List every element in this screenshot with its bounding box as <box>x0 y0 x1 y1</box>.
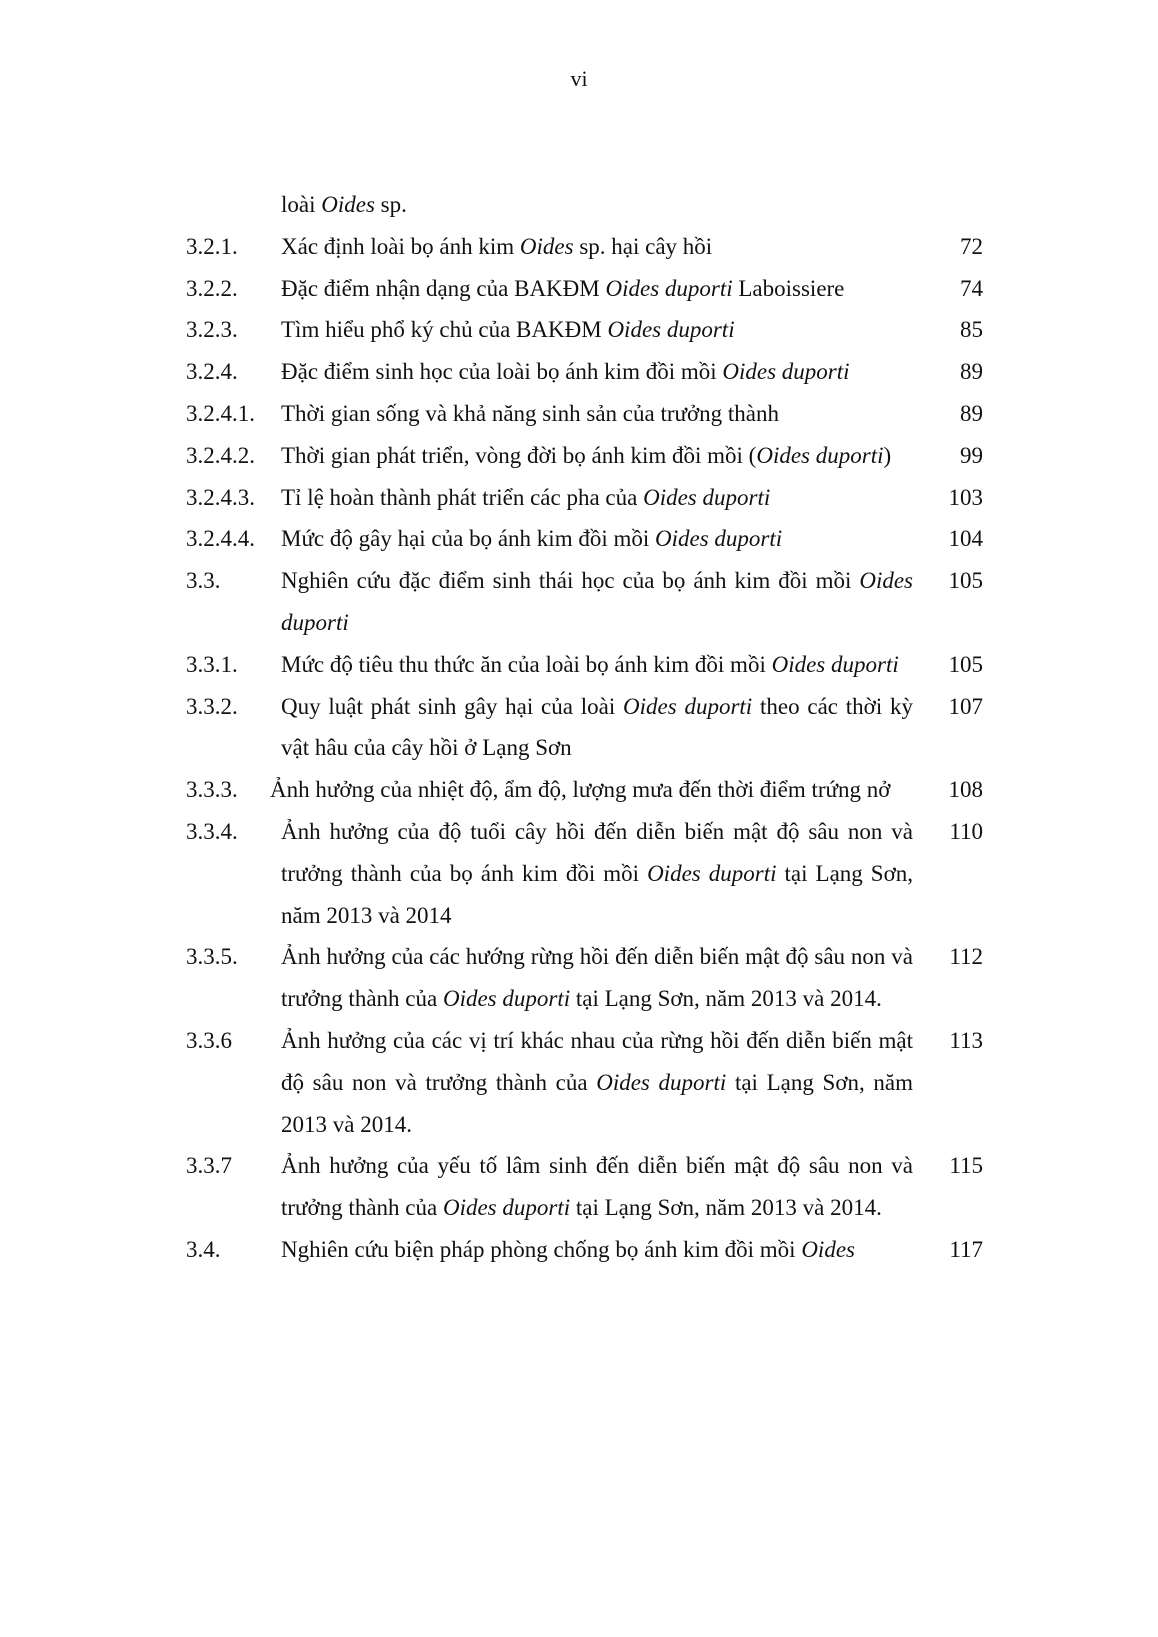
toc-entry-title <box>281 268 913 310</box>
toc-entry <box>0 1020 1158 1145</box>
toc-entry-page: 72 <box>960 233 983 259</box>
toc-entry-page: 74 <box>960 275 983 301</box>
toc-entry-title <box>281 686 913 770</box>
toc-entry-title-italic: Oides <box>321 192 375 217</box>
toc-entry-title-text: Xác định loài bọ ánh kim <box>281 233 520 259</box>
toc-entry-number: 3.2.3. <box>186 317 238 343</box>
toc-entry-title-italic: Oides duporti <box>655 526 783 552</box>
toc-entry-title-text: Đặc điểm sinh học của loài bọ ánh kim đồi mồi <box>281 359 723 385</box>
toc-entry-number: 3.2.4.3. <box>186 484 255 510</box>
toc-entry <box>0 435 1158 477</box>
toc-entry-page: 108 <box>948 777 983 803</box>
toc-entry <box>0 477 1158 519</box>
toc-entry-number: 3.3.6 <box>186 1027 232 1053</box>
toc-entry-title-text: sp. <box>374 192 407 217</box>
toc-entry-title-text: Laboissiere <box>732 275 845 301</box>
toc-entry <box>0 1145 1158 1229</box>
toc-entry-page: 107 <box>948 693 983 719</box>
toc-entry-page: 85 <box>960 317 983 343</box>
toc-entry-title-text: Nghiên cứu đặc điểm sinh thái học của bọ ánh kim đồi mồi <box>281 568 860 594</box>
toc-entry-number: 3.2.4.1. <box>186 400 255 426</box>
toc-entry-page: 115 <box>949 1153 983 1179</box>
toc-entry-number: 3.3.5. <box>186 944 238 970</box>
toc-entry-title <box>281 309 913 351</box>
toc-entry-title-text: Nghiên cứu biện pháp phòng chống bọ ánh kim đồi mồi <box>281 1236 802 1262</box>
toc-entry-number: 3.3.1. <box>186 651 238 677</box>
toc-entry-title-italic: Oides duporti <box>771 651 899 677</box>
toc-entry-title-italic: Oides duporti <box>442 986 571 1012</box>
toc-entry <box>0 184 1158 226</box>
toc-entry-title-italic: Oides duporti <box>442 1195 571 1221</box>
toc-entry <box>0 393 1158 435</box>
toc-entry-title <box>281 644 913 686</box>
toc-entry <box>0 309 1158 351</box>
toc-entry-title-text: tại Lạng Sơn, năm 2013 và 2014. <box>570 986 882 1012</box>
toc-entry-title-italic: Oides <box>519 233 574 259</box>
toc-entry-title-text: theo các thời kỳ vật hâu của cây hồi ở Lạng Sơn <box>281 693 914 761</box>
toc-entry-page: 113 <box>949 1027 983 1053</box>
toc-entry-title-italic: Oides <box>801 1236 855 1262</box>
toc-entry-title-text: tại Lạng Sơn, năm 2013 và 2014. <box>570 1195 882 1221</box>
toc-entry <box>0 268 1158 310</box>
toc-entry-title-italic: Oides duporti <box>647 860 777 886</box>
toc-entry-title <box>281 811 913 936</box>
toc-entry-page: 117 <box>949 1236 983 1262</box>
toc-entry-title-italic: Oides duporti <box>605 275 733 301</box>
page-number: vi <box>570 66 588 91</box>
toc-entry-page: 105 <box>948 568 983 594</box>
toc-entry-title-text: Tỉ lệ hoàn thành phát triển các pha của <box>281 484 644 510</box>
toc-entry <box>0 518 1158 560</box>
toc-entry-title <box>281 393 913 435</box>
toc-entry-number: 3.3.7 <box>186 1153 232 1179</box>
toc-entry-number: 3.2.1. <box>186 233 238 259</box>
toc-entry-title-italic: Oides duporti <box>643 484 771 510</box>
toc-entry-page: 110 <box>949 818 983 844</box>
toc-entry-title <box>281 518 913 560</box>
toc-entry-page: 104 <box>948 526 983 552</box>
toc-entry-number: 3.2.4. <box>186 359 238 385</box>
toc-entry-title-text: Ảnh hưởng của yếu tố lâm sinh đến diễn biến mật độ sâu non và trưởng thành của <box>281 1153 913 1221</box>
toc-entry-title-text: Thời gian phát triển, vòng đời bọ ánh kim đồi mồi ( <box>281 442 757 468</box>
toc-entry <box>0 686 1158 770</box>
toc-entry-title-italic: Oides duporti <box>607 317 735 343</box>
toc-entry-title-text: sp. hại cây hồi <box>573 233 713 259</box>
toc-entry-title-text: Ảnh hưởng của các vị trí khác nhau của rừng hồi đến diễn biến mật độ sâu non và trưởng thành của <box>281 1027 913 1095</box>
toc-entry <box>0 811 1158 936</box>
toc-entry-page: 112 <box>949 944 983 970</box>
toc-entry-title-text: Mức độ tiêu thu thức ăn của loài bọ ánh kim đồi mồi <box>281 651 772 677</box>
toc-entry-title-text: tại Lạng Sơn, năm 2013 và 2014. <box>281 1069 913 1137</box>
toc-entry-number: 3.2.2. <box>186 275 238 301</box>
toc-entry-title <box>281 936 913 1020</box>
toc-entry-title-italic: Oides duporti <box>623 693 753 719</box>
toc-entry-number: 3.4. <box>186 1236 221 1262</box>
toc-entry-title-text: Thời gian sống và khả năng sinh sản của trưởng thành <box>281 400 779 426</box>
toc-entry-title-italic: Oides duporti <box>756 442 884 468</box>
toc-entry-title-text: Ảnh hưởng của nhiệt độ, ẩm độ, lượng mưa đến thời điểm trứng nở <box>270 777 891 803</box>
toc-entry <box>0 769 1158 811</box>
toc-entry-number: 3.3.4. <box>186 818 238 844</box>
toc-entry-title <box>281 477 913 519</box>
toc-entry <box>0 644 1158 686</box>
toc-entry-title-text: tại Lạng Sơn, năm 2013 và 2014 <box>281 860 914 928</box>
toc-entry <box>0 936 1158 1020</box>
toc-entry-title-text: Ảnh hưởng của độ tuổi cây hồi đến diễn biến mật độ sâu non và trưởng thành của bọ ánh kim đồi mồi <box>281 818 913 886</box>
toc-entry-title <box>281 1020 913 1145</box>
toc-entry-number: 3.3. <box>186 568 221 594</box>
toc-entry-title <box>270 769 902 811</box>
toc-entry-number: 3.3.3. <box>186 777 238 803</box>
toc-entry-title-text: ) <box>883 442 892 468</box>
toc-entry-title <box>281 184 913 226</box>
toc-entry-title-italic: Oides duporti <box>722 359 850 385</box>
toc-entry-title-text: loài <box>281 192 322 217</box>
table-of-contents <box>0 184 1158 1271</box>
toc-entry-number: 3.2.4.4. <box>186 526 255 552</box>
toc-entry-title <box>281 560 913 644</box>
toc-entry-number: 3.2.4.2. <box>186 442 255 468</box>
toc-entry-title-text: Ảnh hưởng của các hướng rừng hồi đến diễn biến mật độ sâu non và trưởng thành của <box>281 944 913 1012</box>
toc-entry-page: 103 <box>948 484 983 510</box>
toc-entry-page: 99 <box>960 442 983 468</box>
toc-entry-title-text: Mức độ gây hại của bọ ánh kim đồi mồi <box>281 526 656 552</box>
toc-entry-title <box>281 351 913 393</box>
toc-entry-page: 89 <box>960 400 983 426</box>
toc-entry-page: 89 <box>960 359 983 385</box>
toc-entry-title-italic: Oides duporti <box>281 568 913 635</box>
toc-entry-page: 105 <box>948 651 983 677</box>
toc-entry-title-text: Quy luật phát sinh gây hại của loài <box>281 693 624 719</box>
toc-entry <box>0 351 1158 393</box>
toc-entry-title-italic: Oides duporti <box>596 1069 727 1095</box>
toc-entry-title <box>281 435 913 477</box>
toc-entry-title <box>281 1145 913 1229</box>
toc-entry <box>0 560 1158 644</box>
toc-entry-title-text: Đặc điểm nhận dạng của BAKĐM <box>281 275 606 301</box>
toc-entry-title <box>281 226 913 268</box>
toc-entry-title <box>281 1229 913 1271</box>
toc-entry <box>0 226 1158 268</box>
toc-entry <box>0 1229 1158 1271</box>
toc-entry-number: 3.3.2. <box>186 693 238 719</box>
toc-entry-title-text: Tìm hiểu phổ ký chủ của BAKĐM <box>281 317 608 343</box>
